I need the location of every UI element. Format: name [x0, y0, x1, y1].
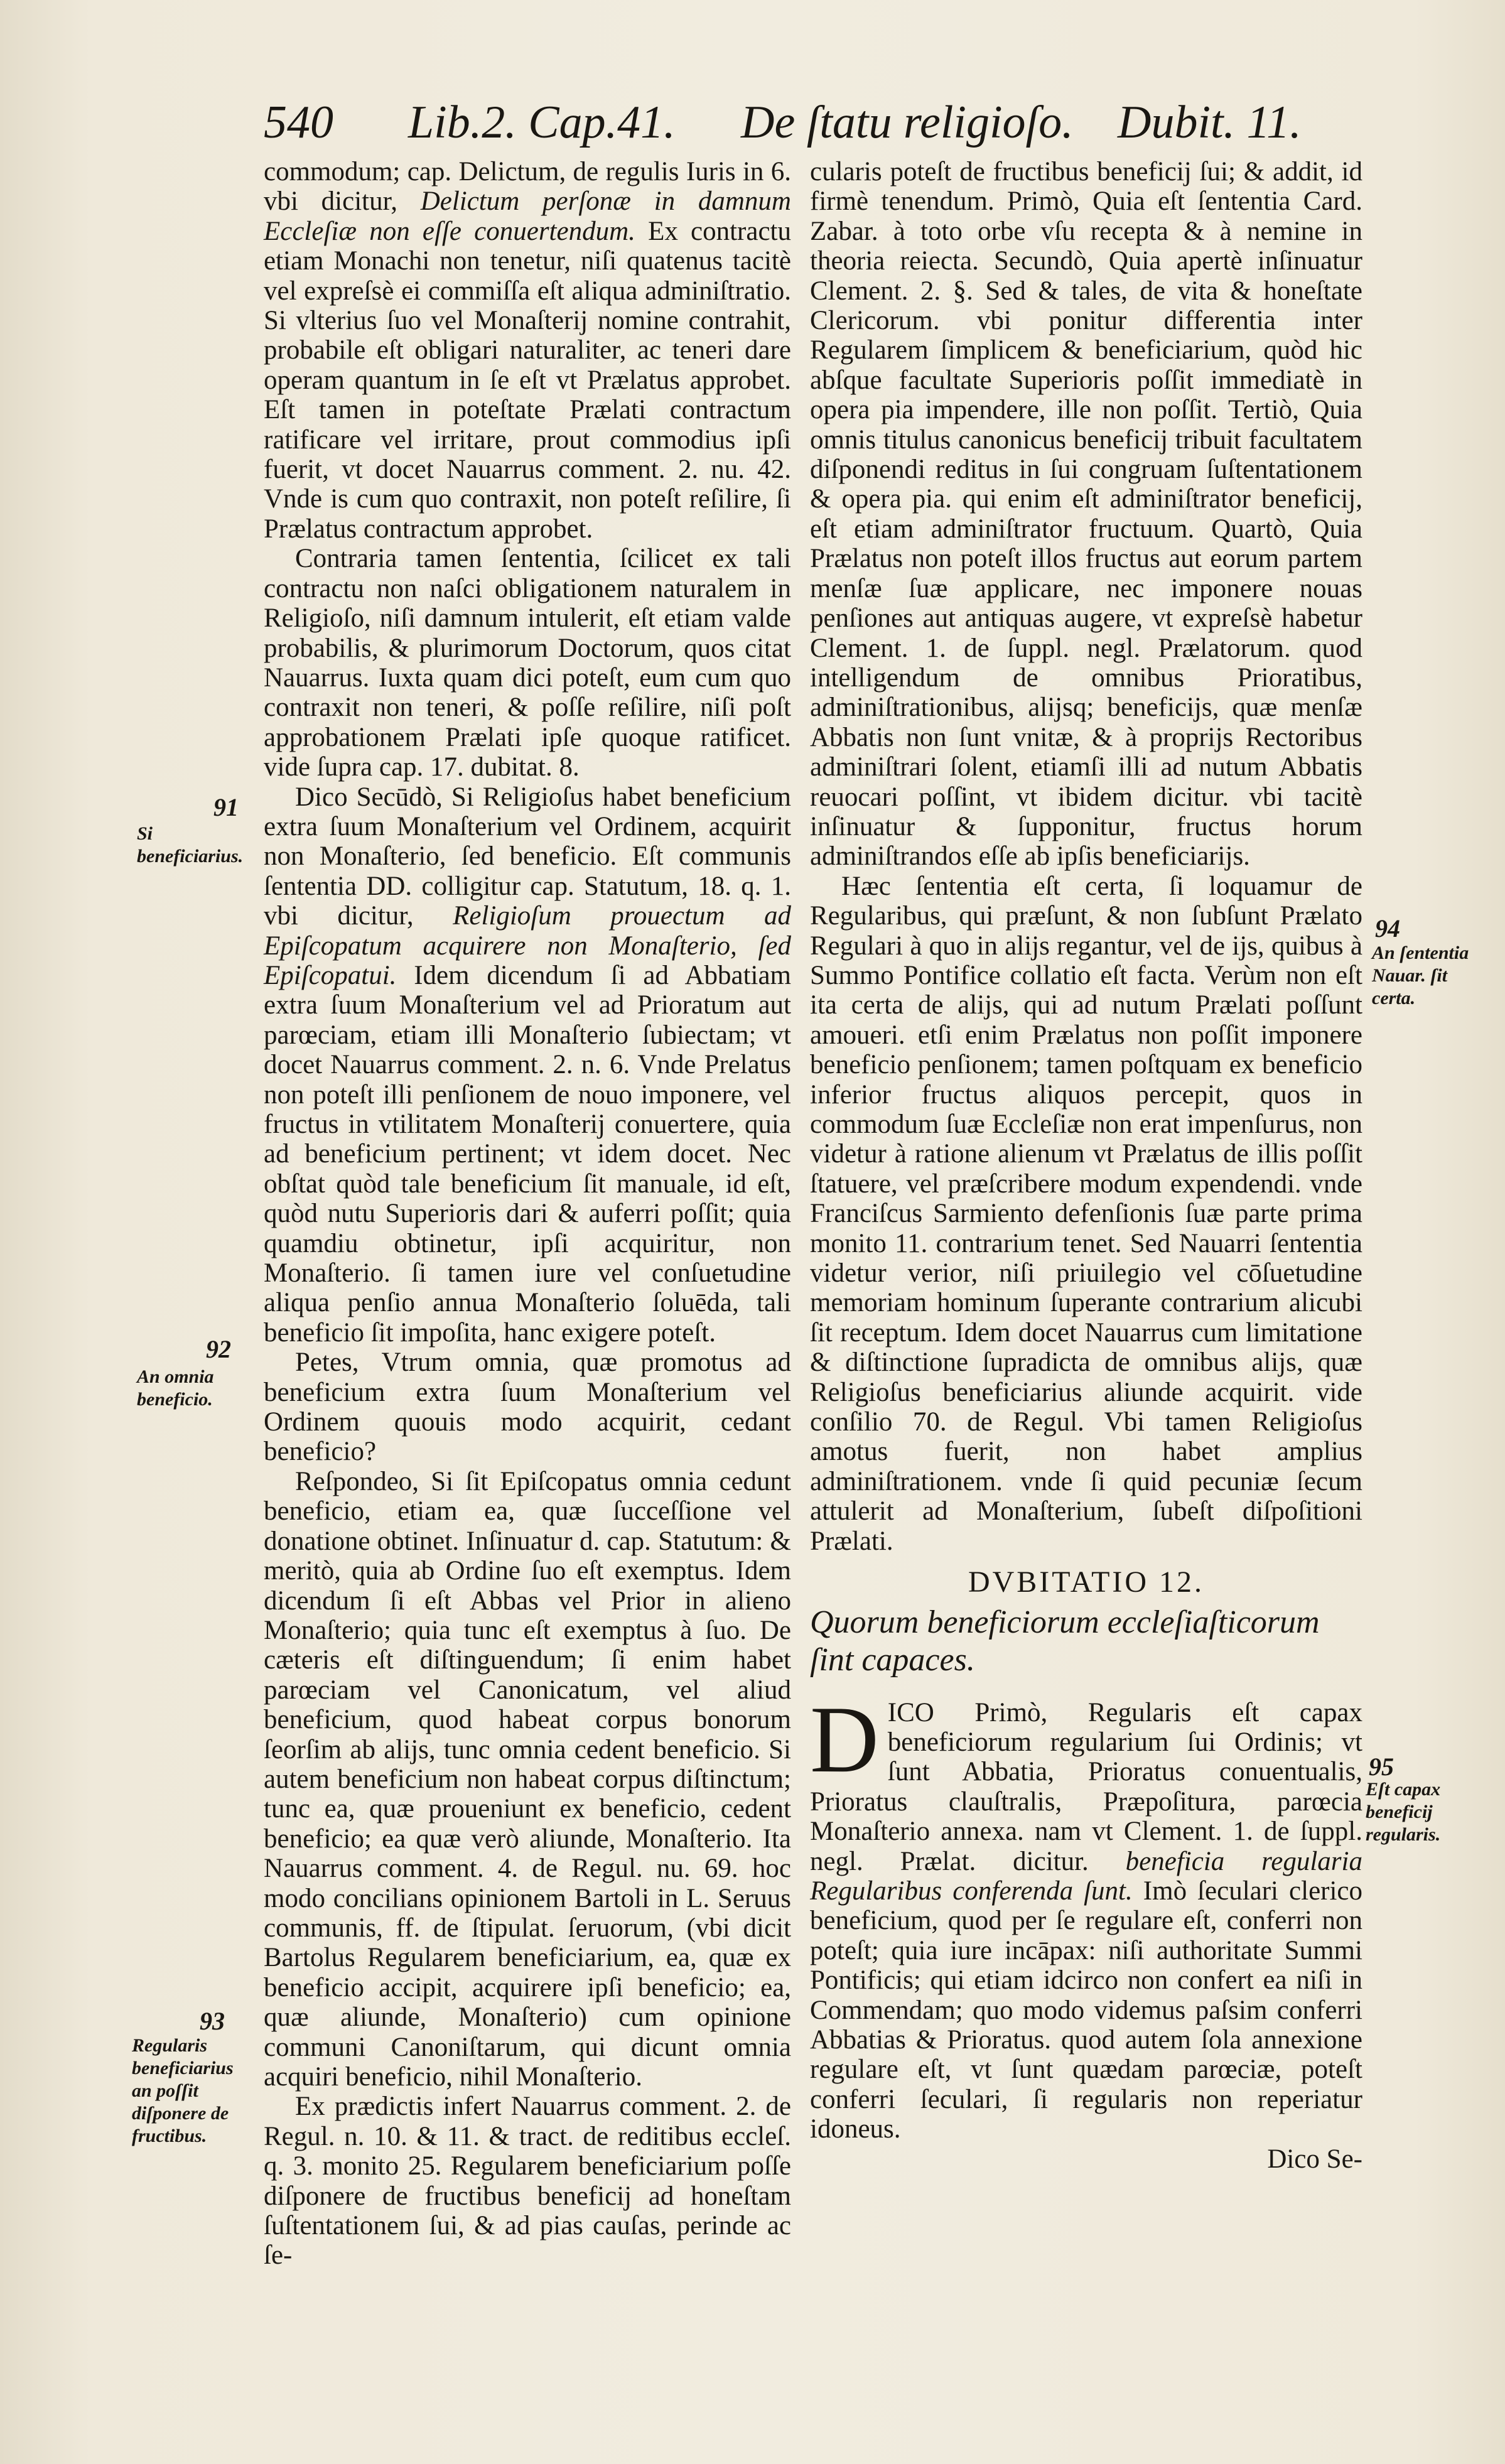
section-heading: DVBITATIO 12. — [968, 1565, 1205, 1599]
paragraph: DICO Primò, Regularis eſt capax beneficiorum regularium ſui Ordinis; vt ſunt Abbatia, Prioratus conuentualis, Prioratus clauſtralis, Præpoſitura, parœcia Monaſterio annexa. nam vt Clement. 1. de ſuppl. negl. Prælat. dicitur. beneficia regularia Regularibus conferenda ſunt. Imò ſeculari clerico beneficium, quod per ſe regulare eſt, conferri non poteſt; quia iure incāpax: niſi authoritate Summi Pontificis; qui etiam idcirco non confert ea niſi in Commendam; quo modo videmus paſsim conferri Abbatias & Prioratus. quod autem ſola annexione regulare eſt, vt ſunt quædam parœciæ, poteſt conferri ſeculari, ſi regularis non reperiatur idoneus. — [810, 1686, 1363, 2144]
margin-note-92: An omnia beneficio. — [137, 1366, 214, 1410]
margin-note-93: Regularis beneficiarius an poſſit diſponere de fructibus. — [132, 2035, 234, 2146]
paragraph: commodum; cap. Delictum, de regulis Iuris in 6. vbi dicitur, Delictum perſonæ in damnum Eccleſiæ non eſſe conuertendum. Ex contractu etiam Monachi non tenetur, niſi quatenus tacitè vel expreſsè ei commiſſa eſt aliqua adminiſtratio. Si vlterius ſuo vel Monaſterij nomine contrahit, probabile eſt obligari naturaliter, ac teneri dare operam quantum in ſe eſt vt Prælatus approbet. Eſt tamen in poteſtate Prælati contractum ratificare vel irritare, prout commodius ipſi fuerit, vt docet Nauarrus comment. 2. nu. 42. Vnde is cum quo contraxit, non poteſt reſilire, ſi Prælatus contractum approbet. — [264, 157, 791, 544]
paragraph: Contraria tamen ſententia, ſcilicet ex tali contractu non naſci obligationem naturalem in Religioſo, niſi damnum intulerit, eſt etiam valde probabilis, & plurimorum Doctorum, quos citat Nauarrus. Iuxta quam dici poteſt, eum cum quo contraxit non teneri, & poſſe reſilire, niſi poſt approbationem Prælati ipſe quoque ratificet. vide ſupra cap. 17. dubitat. 8. — [264, 544, 791, 782]
margin-number-91: 91 — [213, 793, 239, 821]
book-chapter: Lib.2. Cap.41. — [408, 97, 676, 148]
paragraph: Reſpondeo, Si ſit Epiſcopatus omnia cedunt beneficio, etiam ea, quæ ſucceſſione vel donatione obtinet. Inſinuatur d. cap. Statutum: & meritò, quia ab Ordine ſuo eſt exemptus. Idem dicendum ſi eſt Abbas vel Prior in alieno Monaſterio; quia tunc eſt exemptus à ſuo. De cæteris eſt diſtinguendum; ſi enim habet parœciam vel Canonicatum, vel aliud beneficium, quod habeat corpus bonorum ſeorſim ab alijs, tunc omnia cedent beneficio. Si autem beneficium non habeat corpus diſtinctum; tunc ea, quæ proueniunt ex beneficio, cedent beneficio; ea quæ verò aliunde, Monaſterio. Ita Nauarrus comment. 4. de Regul. nu. 69. hoc modo concilians opinionem Bartoli in L. Seruus communis, ff. de ſtipulat. ſeruorum, (vbi dicit Bartolus Regularem beneficiarium, ea, quæ ex beneficio accipit, acquirere ipſi beneficio; ea, quæ aliunde, Monaſterio) cum opinione communi Canoniſtarum, qui dicunt omnia acquiri beneficio, nihil Monaſterio. — [264, 1466, 791, 2092]
paragraph: Ex prædictis infert Nauarrus comment. 2. de Regul. n. 10. & 11. & tract. de reditibus eccleſ. q. 3. monito 25. Regularem beneficiarium poſſe diſponere de fructibus beneficij ad honeſtam ſuſtentationem ſui, & ad pias cauſas, perinde ac ſe- — [264, 2092, 791, 2271]
margin-number-93: 93 — [200, 2007, 225, 2035]
running-title: De ſtatu religioſo. — [741, 97, 1074, 148]
margin-note-95: Eſt capax beneficij regularis. — [1366, 1779, 1441, 1845]
paragraph: cularis poteſt de fructibus beneficij ſui; & addit, id firmè tenendum. Primò, Quia eſt ſententia Card. Zabar. à toto orbe vſu recepta & à nemine in theoria reiecta. Secundò, Quia apertè inſinuatur Clement. 2. §. Sed & tales, de vita & honeſtate Clericorum. vbi ponitur differentia inter Regularem ſimplicem & beneficiarium, quòd hic abſque facultate Superioris poſſit immediatè in opera pia impendere, ille non poſſit. Tertiò, Quia omnis titulus canonicus beneficij tribuit facultatem diſponendi reditus in ſui congruam ſuſtentationem & opera pia. qui enim eſt adminiſtrator beneficij, eſt etiam adminiſtrator fructuum. Quartò, Quia Prælatus non poteſt illos fructus aut eorum partem menſæ ſuæ applicare, nec imponere nouas penſiones aut antiquas augere, vt expreſsè habetur Clement. 1. de ſuppl. negl. Prælatorum. quod intelligendum de omnibus Prioratibus, adminiſtrationibus, alijsq; beneficijs, quæ menſæ Abbatis non ſunt vnitæ, & à proprijs Rectoribus adminiſtrari ſolent, etiamſi illi ad nutum Abbatis reuocari poſſint, vt ibidem dicitur. vbi tacitè inſinuatur & ſupponitur, fructus horum adminiſtrandos eſſe ab ipſis beneficiarijs. — [810, 157, 1362, 872]
paragraph: Petes, Vtrum omnia, quæ promotus ad beneficium extra ſuum Monaſterium vel Ordinem quouis modo acquirit, cedant beneficio? — [264, 1348, 791, 1467]
left-column — [264, 157, 791, 2271]
page-number: 540 — [264, 97, 333, 148]
margin-note-91: Si beneficiarius. — [137, 823, 244, 867]
paragraph: Dico Secūdò, Si Religioſus habet beneficium extra ſuum Monaſterium vel Ordinem, acquirit non Monaſterio, ſed beneficio. Eſt communis ſententia DD. colligitur cap. Statutum, 18. q. 1. vbi dicitur, Religioſum prouectum ad Epiſcopatum acquirere non Monaſterio, ſed Epiſcopatui. Idem dicendum ſi ad Abbatiam extra ſuum Monaſterium vel ad Prioratum aut parœciam, etiam illi Monaſterio ſubiectam; vt docet Nauarrus comment. 2. n. 6. Vnde Prelatus non poteſt illi penſionem de nouo imponere, vel fructus in vtilitatem Monaſterij conuertere, quia ad beneficium pertinent; vt idem docet. Nec obſtat quòd tale beneficium ſit manuale, id eſt, quòd nutu Superioris dari & auferri poſſit; quia quamdiu obtinetur, ipſi acquiritur, non Monaſterio. ſi tamen iure vel conſuetudine aliqua penſio annua Monaſterio ſoluēda, tali beneficio ſit impoſita, hanc exigere poteſt. — [264, 782, 792, 1348]
margin-number-92: 92 — [206, 1335, 231, 1363]
drop-cap: D — [810, 1686, 879, 1792]
right-column — [810, 157, 1362, 2174]
margin-note-94: An ſententia Nauar. ſit certa. — [1372, 943, 1469, 1008]
section-title: Quorum beneficiorum eccleſiaſticorum ſint capaces. — [810, 1604, 1320, 1678]
margin-number-94: 94 — [1375, 914, 1400, 943]
running-head — [264, 88, 1319, 157]
dubit-label: Dubit. 11. — [1118, 97, 1302, 148]
margin-number-95: 95 — [1369, 1753, 1394, 1781]
paragraph: Hæc ſententia eſt certa, ſi loquamur de Regularibus, qui præſunt, & non ſubſunt Prælato Regulari à quo in alijs regantur, vel de ijs, quibus à Summo Pontifice collatio eſt facta. Verùm non eſt ita certa de alijs, qui ad nutum Prælati poſſunt amoueri. etſi enim Prælatus non poſſit imponere beneficio penſionem; tamen poſtquam ex beneficio inferior fructus aliquos percepit, quos in commodum ſuæ Eccleſiæ non erat impenſurus, non videtur à ratione alienum vt Prælatus de illis poſſit ſtatuere, vel præſcribere modum expendendi. vnde Franciſcus Sarmiento defenſionis ſuæ parte prima monito 11. contrarium tenet. Sed Nauarri ſententia videtur verior, niſi priuilegio vel cōſuetudine memoriam hominum ſuperante contrarium alicubi ſit receptum. Idem docet Nauarrus cum limitatione & diſtinctione ſupradicta de omnibus alijs, quæ Religioſus beneficiarius aliunde acquirit. vide conſilio 70. de Regul. Vbi tamen Religioſus amotus fuerit, non habet amplius adminiſtrationem. vnde ſi quid pecuniæ ſecum attulerit ad Monaſterium, ſubeſt diſpoſitioni Prælati. — [810, 871, 1362, 1556]
catchword: Dico Se- — [1267, 2144, 1362, 2174]
